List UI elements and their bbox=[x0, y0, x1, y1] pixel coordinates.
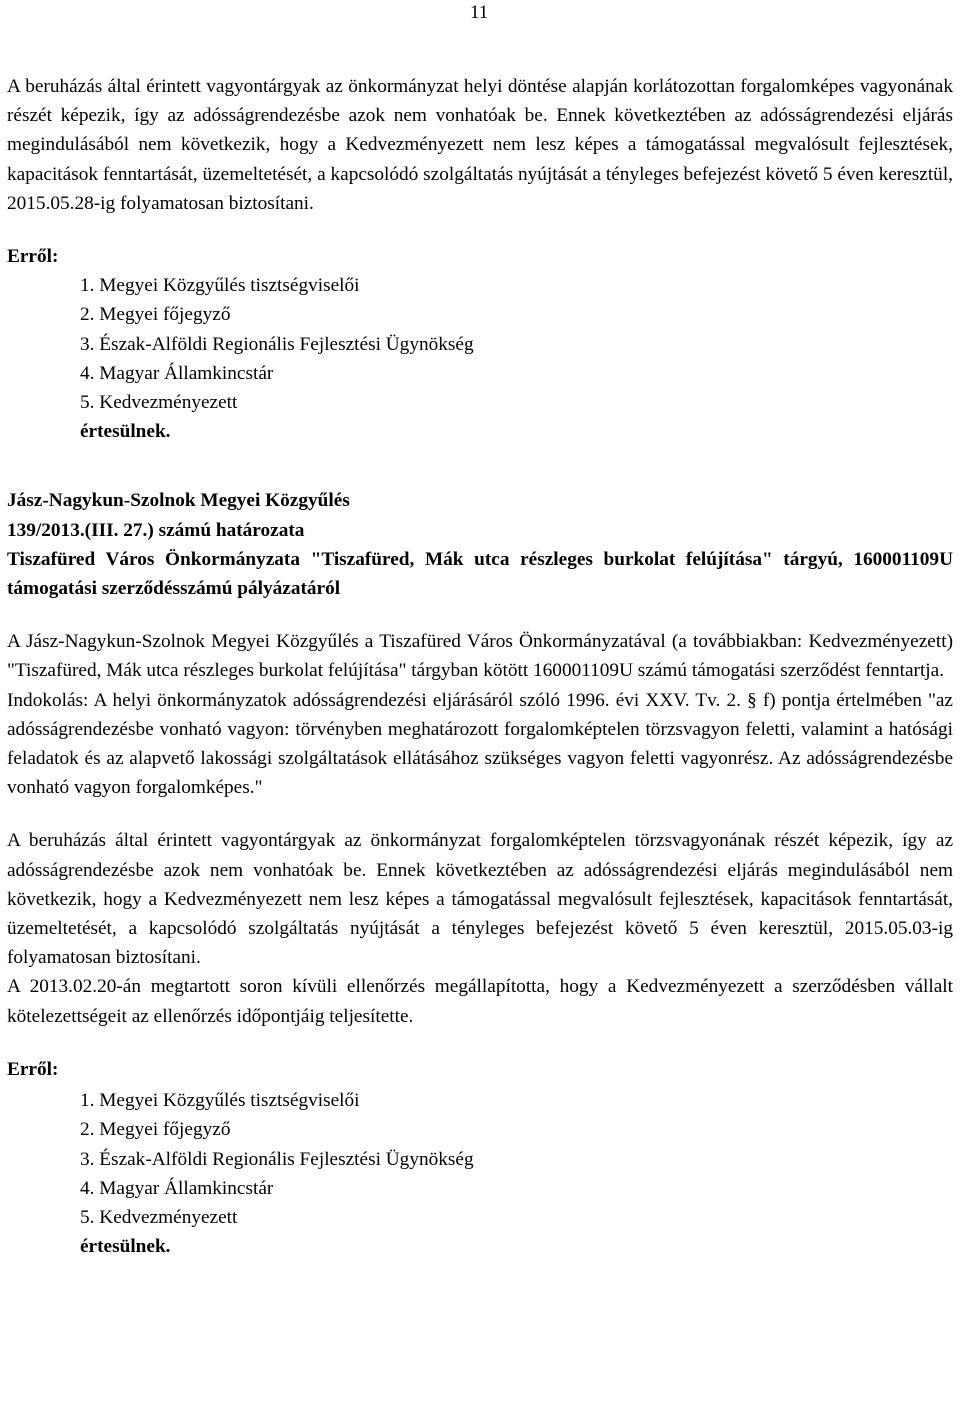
recipient-item: 5. Kedvezményezett bbox=[80, 1206, 238, 1228]
recipient-list bbox=[7, 1086, 953, 1232]
resolution-inspection: A 2013.02.20-án megtartott soron kívüli ellenőrzés megállapította, hogy a Kedvezményezett a szerződésben vállalt kötelezettségeit az ellenőrzés időpontjáig teljesítette. bbox=[7, 976, 953, 1027]
recipient-item: 1. Megyei Közgyűlés tisztségviselői bbox=[80, 275, 360, 297]
recipient-item: 1. Megyei Közgyűlés tisztségviselői bbox=[80, 1090, 360, 1112]
resolution-justification: Indokolás: A helyi önkormányzatok adósságrendezési eljárásáról szóló 1996. évi XXV. Tv. 2. § f) pontja értelmében "az adósságrendezésbe vonható vagyon: törvényben meghatározott forgalomképtelen törzsvagyon feletti, valamint a hatósági feladatok és az alapvető lakossági szolgáltatások ellátásához szükséges vagyon feletti vagyonrész. Az adósságrendezésbe vonható vagyon forgalomképes." bbox=[7, 689, 953, 799]
recipient-item: 5. Kedvezményezett bbox=[80, 392, 238, 414]
resolution-subject: Tiszafüred Város Önkormányzata "Tiszafüred, Mák utca részleges burkolat felújítása" tárgyú, 160001109U támogatási szerződésszámú pályázatáról bbox=[7, 548, 953, 600]
recipient-list bbox=[7, 271, 953, 417]
resolution bbox=[7, 486, 953, 1030]
recipient-item: 2. Megyei főjegyző bbox=[80, 304, 231, 326]
notification-heading: Erről: bbox=[7, 246, 59, 268]
notification-closing: értesülnek. bbox=[80, 1236, 171, 1258]
page-number: 11 bbox=[470, 2, 489, 23]
notification-heading: Erről: bbox=[7, 1058, 59, 1080]
recipient-item: 4. Magyar Államkincstár bbox=[80, 362, 274, 384]
resolution-body: Jász-Nagykun-Szolnok Megyei Közgyűlés bbox=[7, 490, 350, 512]
intro-paragraph: A beruházás által érintett vagyontárgyak az önkormányzat helyi döntése alapján korlátozottan forgalomképes vagyonának részét képezik, így az adósságrendezésbe azok nem vonhatóak be. Ennek következtében az adósságrendezési eljárás megindulásából nem következik, hogy a Kedvezményezett nem lesz képes a támogatással megvalósult fejlesztések, kapacitások fenntartását, üzemeltetését, a kapcsolódó szolgáltatás nyújtását a tényleges befejezést követő 5 éven keresztül, 2015.05.28-ig folyamatosan biztosítani. bbox=[7, 76, 953, 214]
resolution-decision: A Jász-Nagykun-Szolnok Megyei Közgyűlés a Tiszafüred Város Önkormányzatával (a továbbiakban: Kedvezményezett) "Tiszafüred, Mák utca részleges burkolat felújítása" tárgyban kötött 160001109U számú támogatási szerződést fenntartja. bbox=[7, 631, 953, 682]
recipient-item: 3. Észak-Alföldi Regionális Fejlesztési Ügynökség bbox=[80, 1148, 474, 1170]
recipient-item: 3. Észak-Alföldi Regionális Fejlesztési Ügynökség bbox=[80, 333, 474, 355]
notification-closing: értesülnek. bbox=[80, 421, 171, 443]
resolution-explanation: A beruházás által érintett vagyontárgyak az önkormányzat forgalomképtelen törzsvagyonának részét képezik, így az adósságrendezésbe azok nem vonhatóak be. Ennek következtében az adósságrendezési eljárás megindulásából nem következik, hogy a Kedvezményezett nem lesz képes a támogatással megvalósult fejlesztések, kapacitások fenntartását, üzemeltetését, a kapcsolódó szolgáltatás nyújtását a tényleges befejezést követő 5 éven keresztül, 2015.05.03-ig folyamatosan biztosítani. bbox=[7, 830, 953, 969]
recipient-item: 2. Megyei főjegyző bbox=[80, 1119, 231, 1141]
resolution-number: 139/2013.(III. 27.) számú határozata bbox=[7, 519, 305, 541]
document-body bbox=[7, 72, 953, 1261]
recipient-item: 4. Magyar Államkincstár bbox=[80, 1177, 274, 1199]
notification-block-2 bbox=[7, 1055, 953, 1261]
notification-block-1 bbox=[7, 242, 953, 446]
